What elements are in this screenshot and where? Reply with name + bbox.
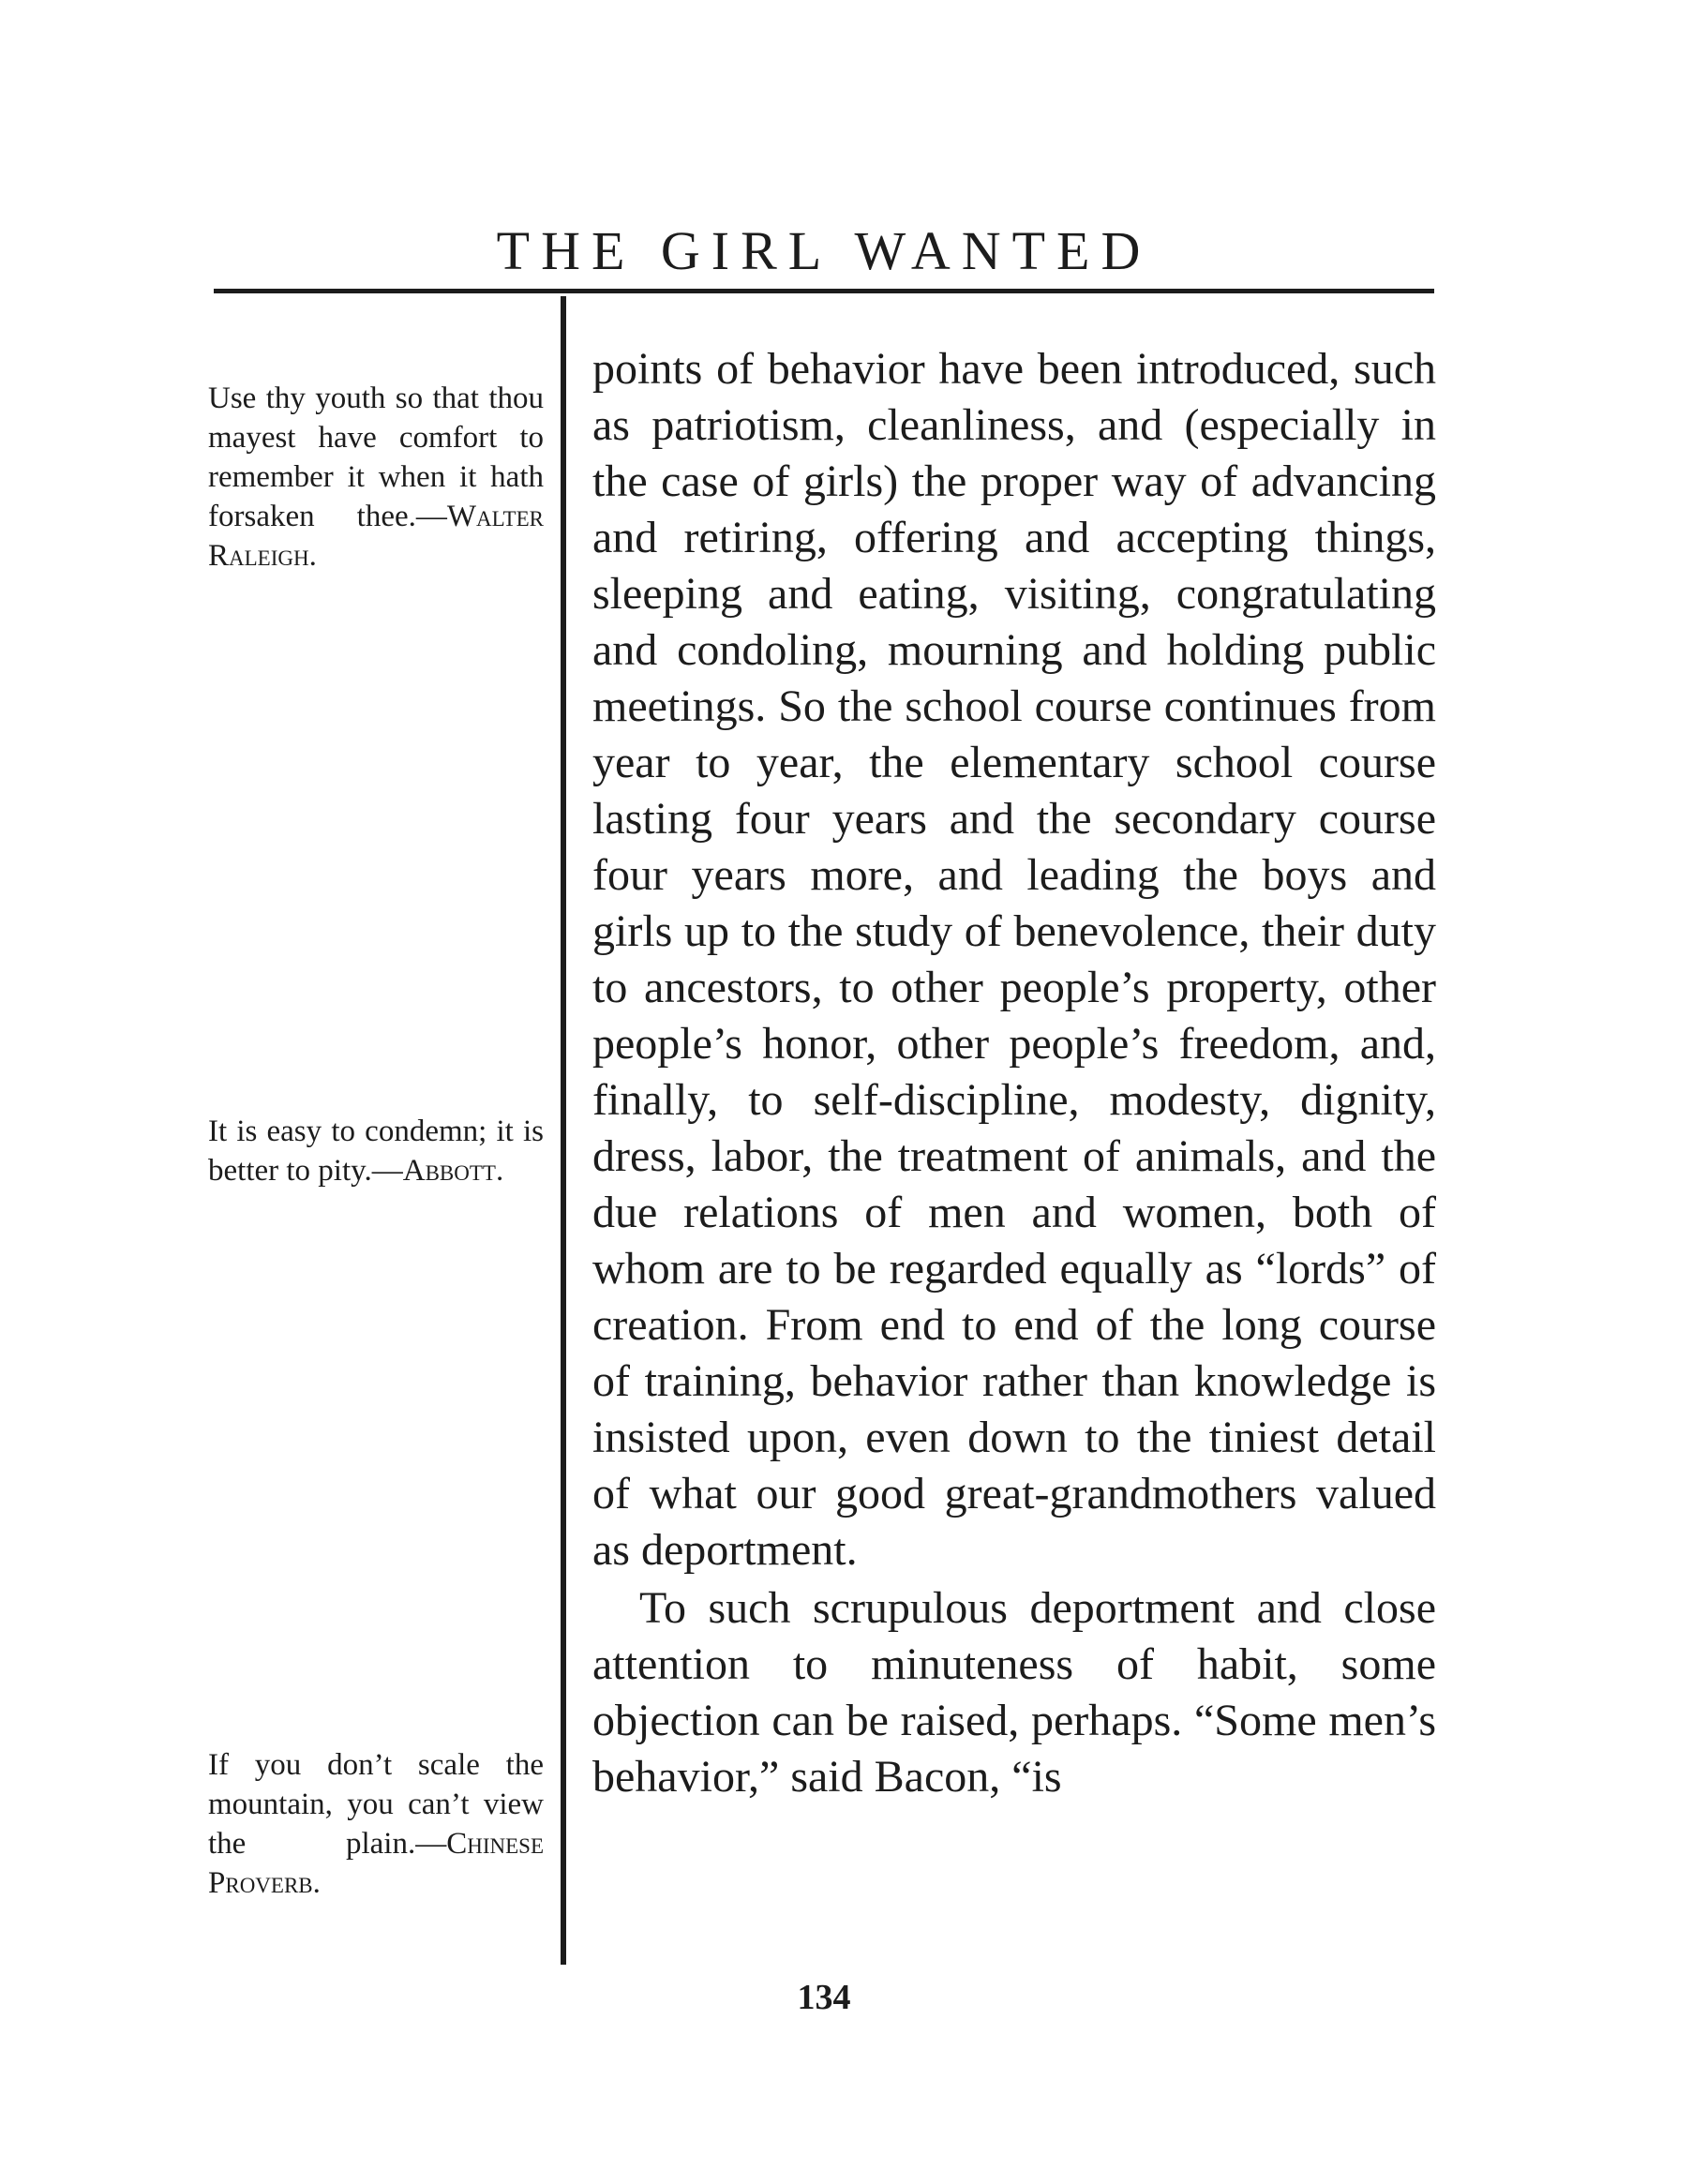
margin-note-attribution: Chinese Proverb. xyxy=(208,1827,544,1900)
margin-note-abbott xyxy=(208,1112,544,1190)
margin-note-attribution: Abbott. xyxy=(402,1154,504,1188)
margin-note-raleigh xyxy=(208,379,544,576)
column-divider-rule xyxy=(561,296,566,1965)
header-rule xyxy=(214,289,1434,293)
margin-note-attribution: Walter Raleigh. xyxy=(208,500,544,573)
margin-note-text: If you don’t scale the mountain, you can’t view the plain.— xyxy=(208,1748,544,1861)
page-number: 134 xyxy=(797,1978,851,2017)
margin-note-text: Use thy youth so that thou mayest have comfort to remember it when it hath forsaken thee.— xyxy=(208,381,544,533)
margin-note-proverb xyxy=(208,1745,544,1903)
main-text-column xyxy=(592,341,1436,1805)
running-head: THE GIRL WANTED xyxy=(496,220,1152,281)
margin-note-text: It is easy to condemn; it is better to pity.— xyxy=(208,1114,544,1188)
body-paragraph: To such scrupulous deportment and close attention to minuteness of habit, some objection can be raised, perhaps. “Some men’s behavior,” said Bacon, “is xyxy=(592,1583,1436,1802)
body-paragraph: points of behavior have been introduced, such as patriotism, cleanliness, and (especially in the case of girls) the proper way of advancing and retiring, offering and accepting things, sleeping and eating, visiting, congratulating and condoling, mourning and holding public meetings. So the school course continues from year to year, the elementary school course lasting four years and the secondary course four years more, and leading the boys and girls up to the study of benevolence, their duty to ancestors, to other people’s property, other people’s honor, other people’s freedom, and, finally, to self-discipline, modesty, dignity, dress, labor, the treatment of animals, and the due relations of men and women, both of whom are to be regarded equally as “lords” of creation. From end to end of the long course of training, behavior rather than knowledge is insisted upon, even down to the tiniest detail of what our good great-grandmothers valued as deportment. xyxy=(592,344,1436,1575)
